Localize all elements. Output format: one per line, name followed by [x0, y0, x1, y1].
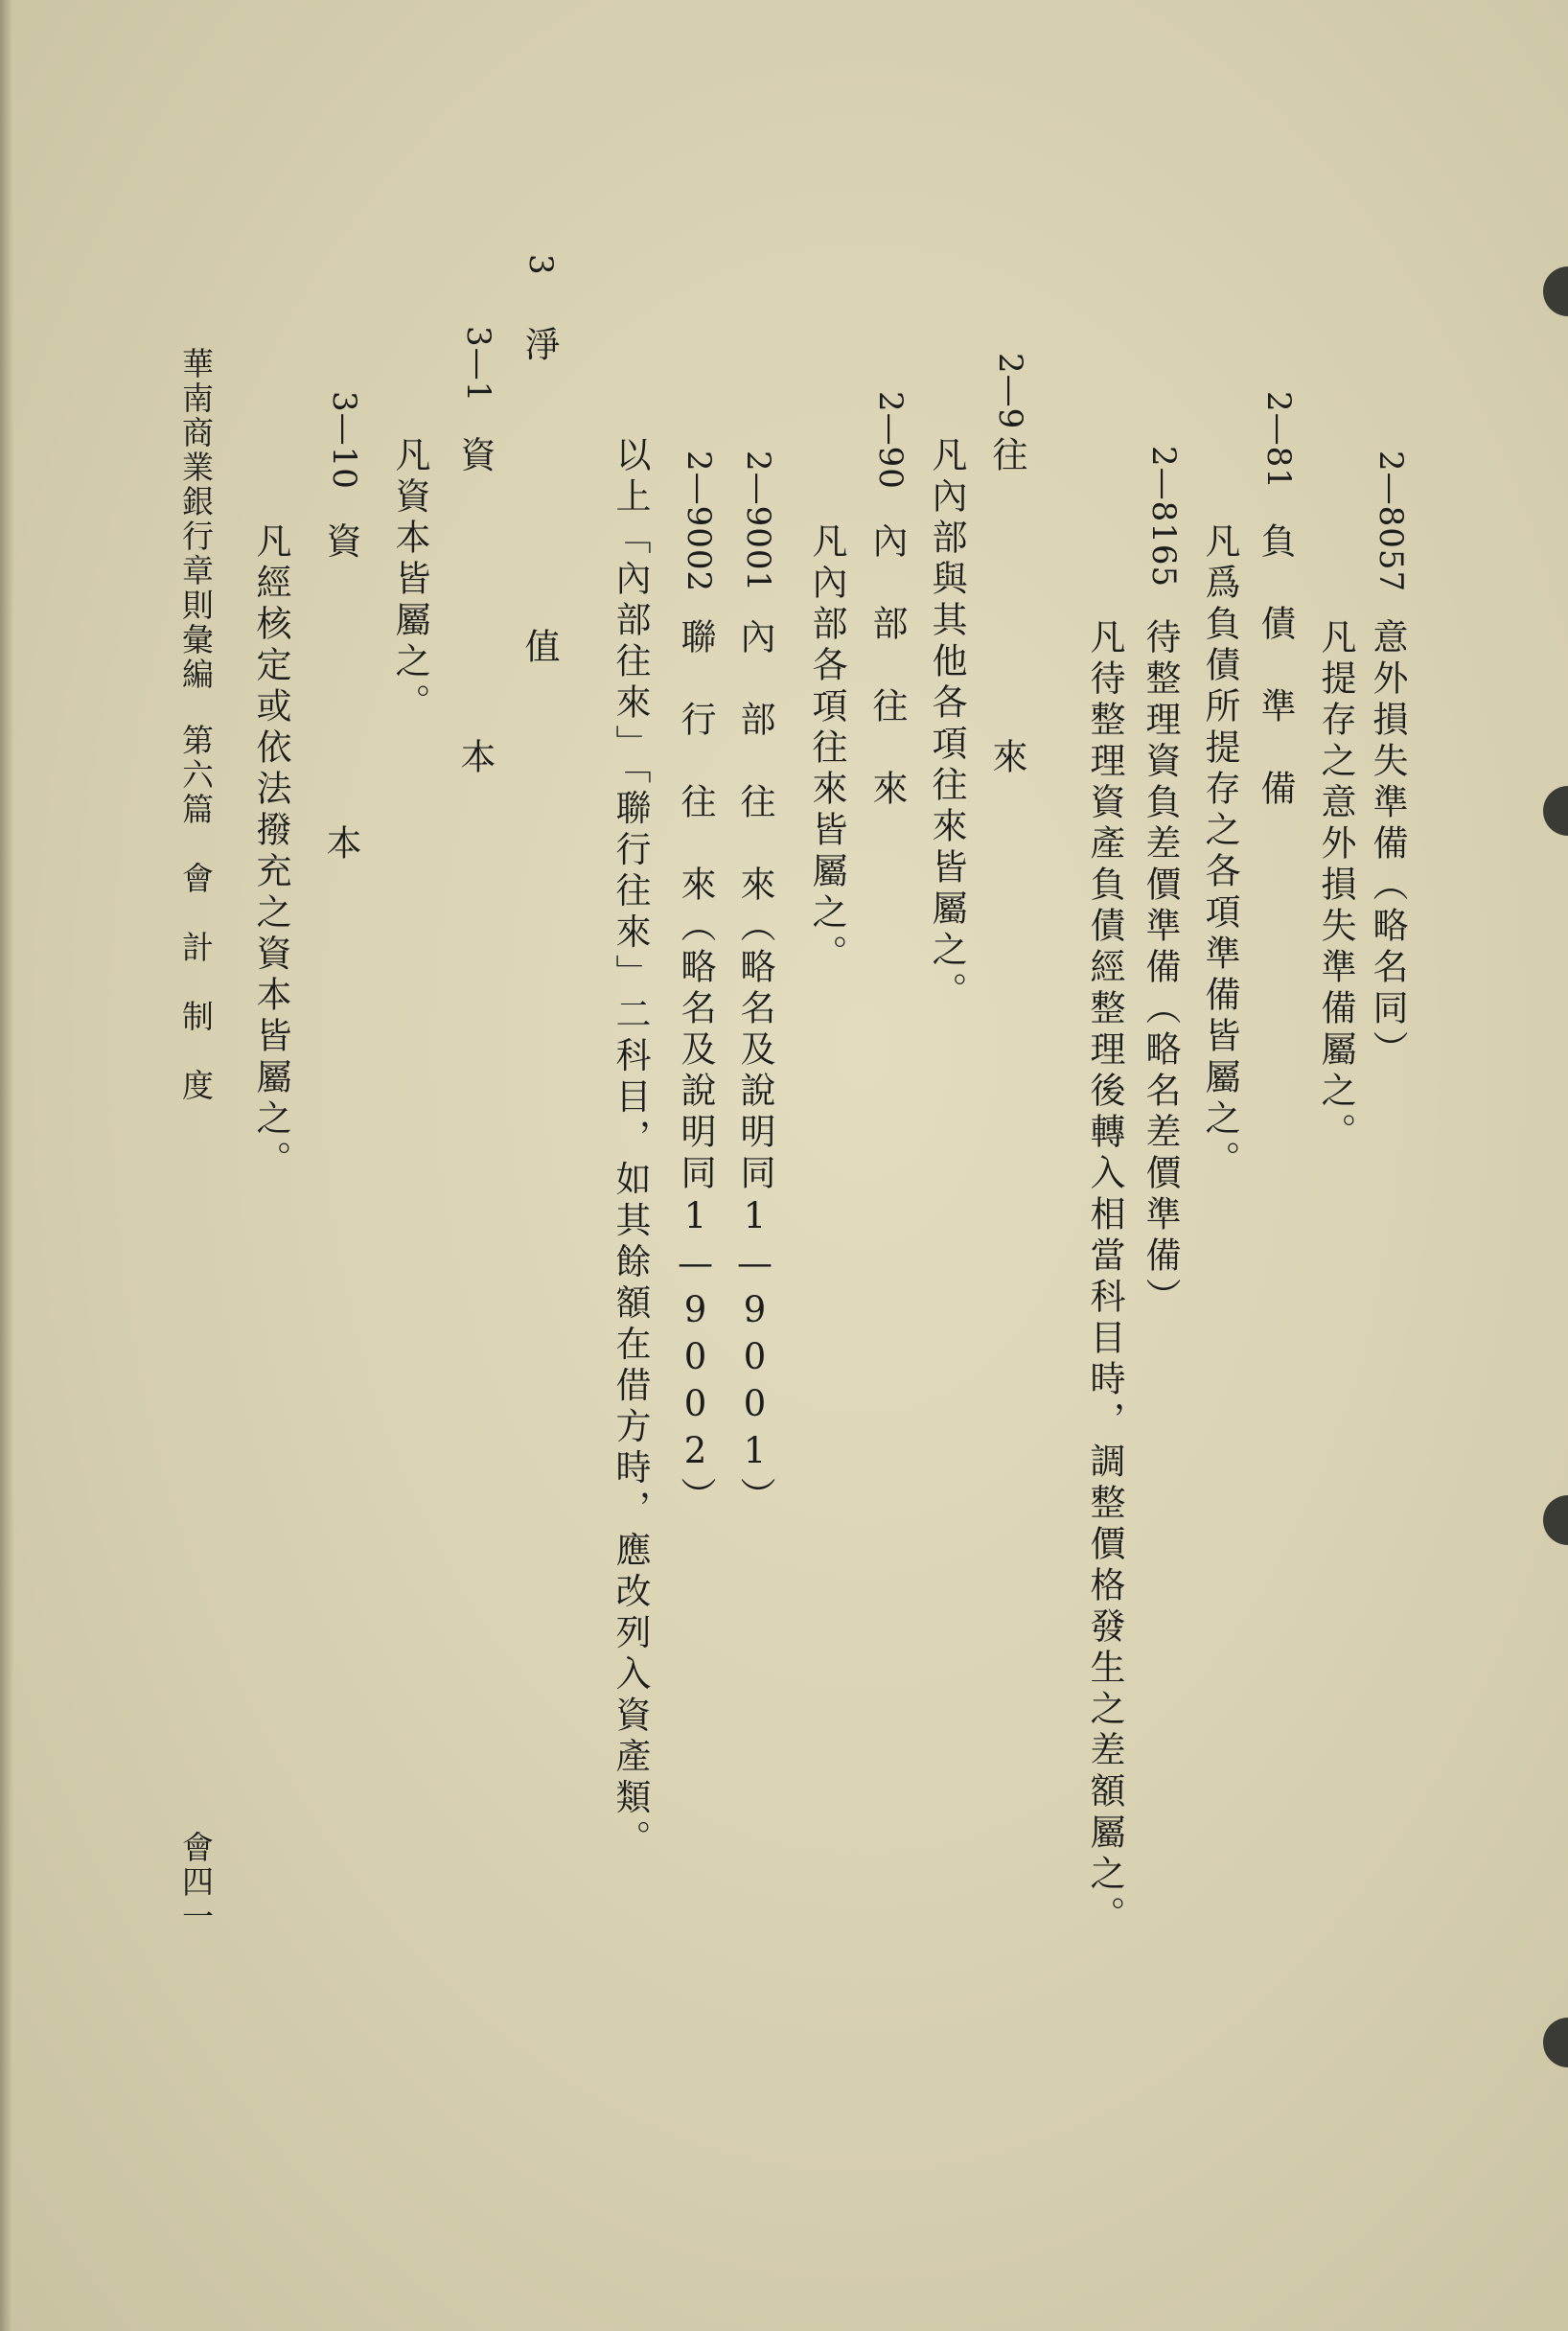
account-title: 聯 行 往 來（略名及說明同1—9002） — [675, 618, 716, 1518]
page-edge — [0, 0, 13, 2331]
account-title: 資 本 — [320, 522, 361, 885]
account-code: 2—9001 — [739, 450, 777, 593]
binding-hole — [1543, 266, 1568, 316]
account-code: 2—8165 — [1144, 446, 1183, 589]
account-title: 負 債 準 備 — [1255, 522, 1296, 811]
account-description: 凡待整理資產負債經整理後轉入相當科目時，調整價格發生之差額屬之。 — [1084, 618, 1125, 1937]
binding-hole — [1543, 2018, 1568, 2067]
page-number: 會四一 — [177, 1831, 215, 1934]
account-description: 凡提存之意外損失準備屬之。 — [1315, 618, 1356, 1154]
binding-hole — [1543, 1495, 1568, 1545]
account-description: 凡經核定或依法撥充之資本皆屬之。 — [250, 522, 291, 1182]
account-description: 凡資本皆屬之。 — [389, 436, 430, 725]
account-title: 意外損失準備（略名同） — [1367, 618, 1408, 1072]
section-title: 淨 值 — [519, 326, 560, 688]
section-number: 3 — [521, 254, 560, 276]
account-title: 資 本 — [454, 436, 496, 798]
account-title: 往 來 — [986, 436, 1027, 798]
account-code: 3—10 — [325, 391, 363, 490]
account-description: 凡爲負債所提存之各項準備皆屬之。 — [1199, 522, 1240, 1182]
footer-chapter: 第六篇 會 計 制 度 — [177, 724, 215, 1103]
account-title: 待整理資負差價準備（略名差價準備） — [1140, 618, 1181, 1319]
account-code: 2—8057 — [1372, 450, 1410, 593]
account-title: 內 部 往 來 — [866, 522, 908, 811]
account-description: 凡內部與其他各項往來皆屬之。 — [926, 436, 967, 1013]
account-note: 以上「內部往來」「聯行往來」二科目，如其餘額在借方時，應改列入資產類。 — [610, 436, 651, 1861]
account-code: 2—90 — [871, 391, 910, 490]
account-code: 2—81 — [1259, 391, 1298, 490]
account-code: 2—9002 — [680, 450, 718, 593]
binding-hole — [1543, 786, 1568, 836]
account-code: 2—9 — [991, 353, 1029, 430]
account-description: 凡內部各項往來皆屬之。 — [806, 522, 847, 976]
account-title: 內 部 往 來（略名及說明同1—9001） — [734, 618, 775, 1518]
account-code: 3—1 — [459, 326, 497, 404]
footer-book-title: 華南商業銀行章則彙編 — [177, 347, 215, 692]
